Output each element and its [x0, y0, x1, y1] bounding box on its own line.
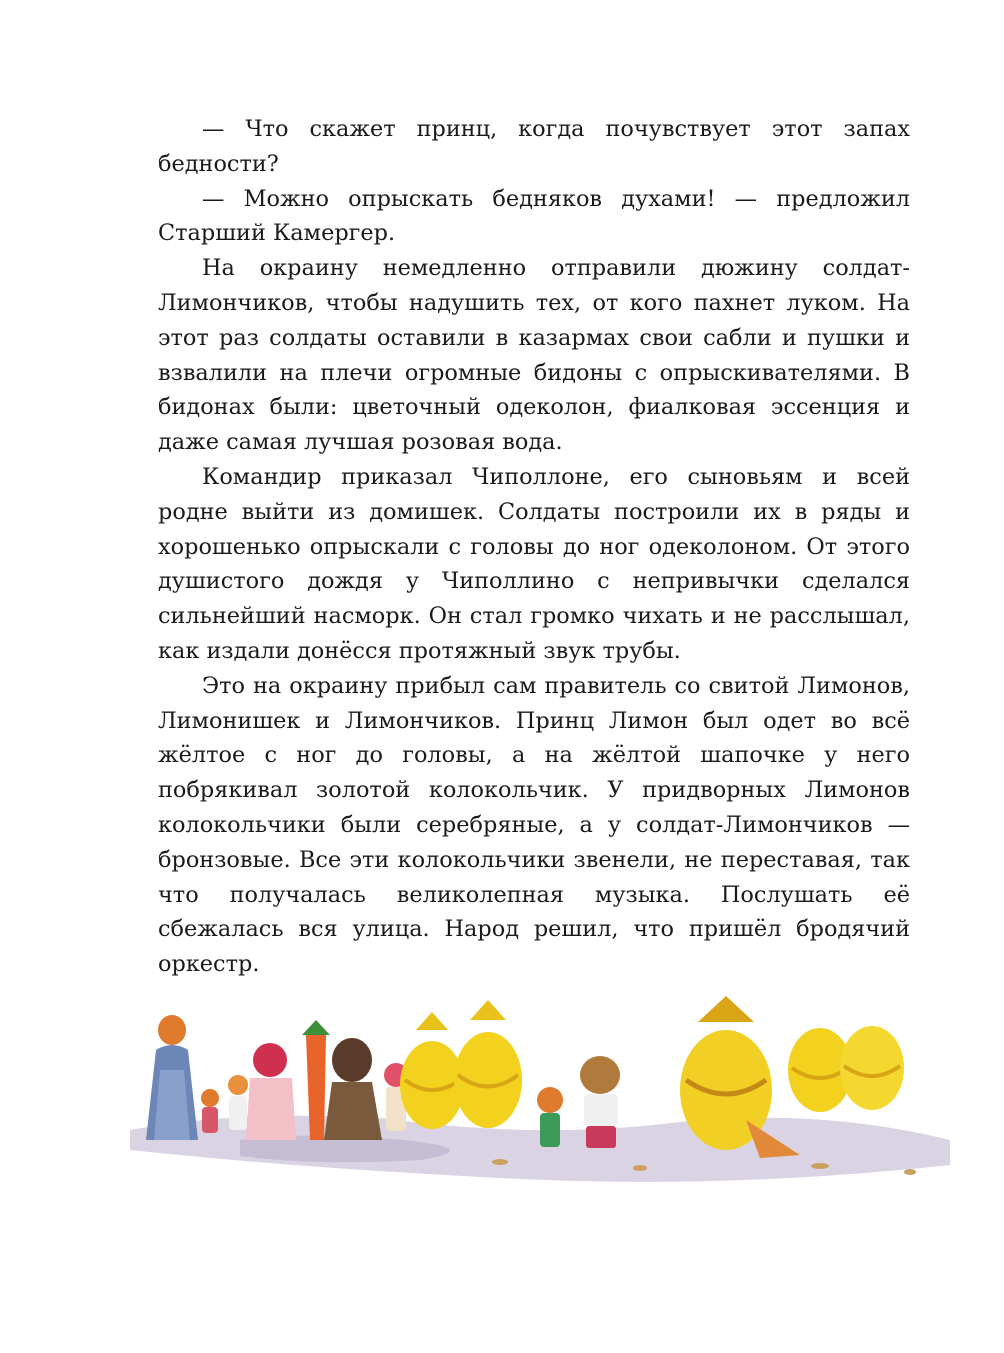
paragraph-5: Это на окраину прибыл сам правитель со свитой Лимонов, Лимонишек и Лимончиков. Принц Лимон был одет во всё жёлтое с ног до головы, а на жёлтой шапочке у него побрякивал золотой колокольчик. У придворных Лимонов колокольчики были серебряные, а у солдат-Лимончиков — бронзовые. Все эти колокольчики звенели, не переставая, так что получалась великолепная музыка. Послушать её сбежалась вся улица. Народ решил, что пришёл бродячий оркестр.: [158, 672, 910, 978]
small-child-2: [228, 1075, 248, 1130]
lady-figure: [146, 1015, 198, 1140]
story-text: [158, 112, 910, 982]
paragraph-3: На окраину немедленно отправили дюжину солдат-Лимончиков, чтобы надушить тех, от кого пахнет луком. На этот раз солдаты оставили в казармах свои сабли и пушки и взвалили на плечи огромные бидоны с опрыскивателями. В бидонах были: цветочный одеколон, фиалковая эссенция и даже самая лучшая розовая вода.: [158, 255, 910, 456]
paragraph-4: Командир приказал Чиполлоне, его сыновьям и всей родне выйти из домишек. Солдаты построили их в ряды и хорошенько опрыскали с головы до ног одеколоном. От этого душистого дождя у Чиполлино с непривычки сделался сильнейший насморк. Он стал громко чихать и не расслышал, как издали донёсся протяжный звук трубы.: [158, 463, 910, 664]
chipollino-figure: [537, 1087, 563, 1147]
lemon-soldier-2: [454, 1000, 522, 1128]
brown-figure: [324, 1038, 382, 1140]
lemon-courtier-2: [840, 1026, 904, 1110]
paragraph-1: — Что скажет принц, когда почувствует этот запах бедности?: [158, 116, 910, 177]
paragraph-2: — Можно опрыскать бедняков духами! — предложил Старший Камергер.: [158, 185, 910, 247]
lemon-soldier-1: [400, 1012, 464, 1129]
procession-illustration: [120, 990, 960, 1220]
cherry-figure: [246, 1043, 296, 1140]
small-child-1: [201, 1089, 219, 1133]
bear-figure: [580, 1056, 620, 1148]
